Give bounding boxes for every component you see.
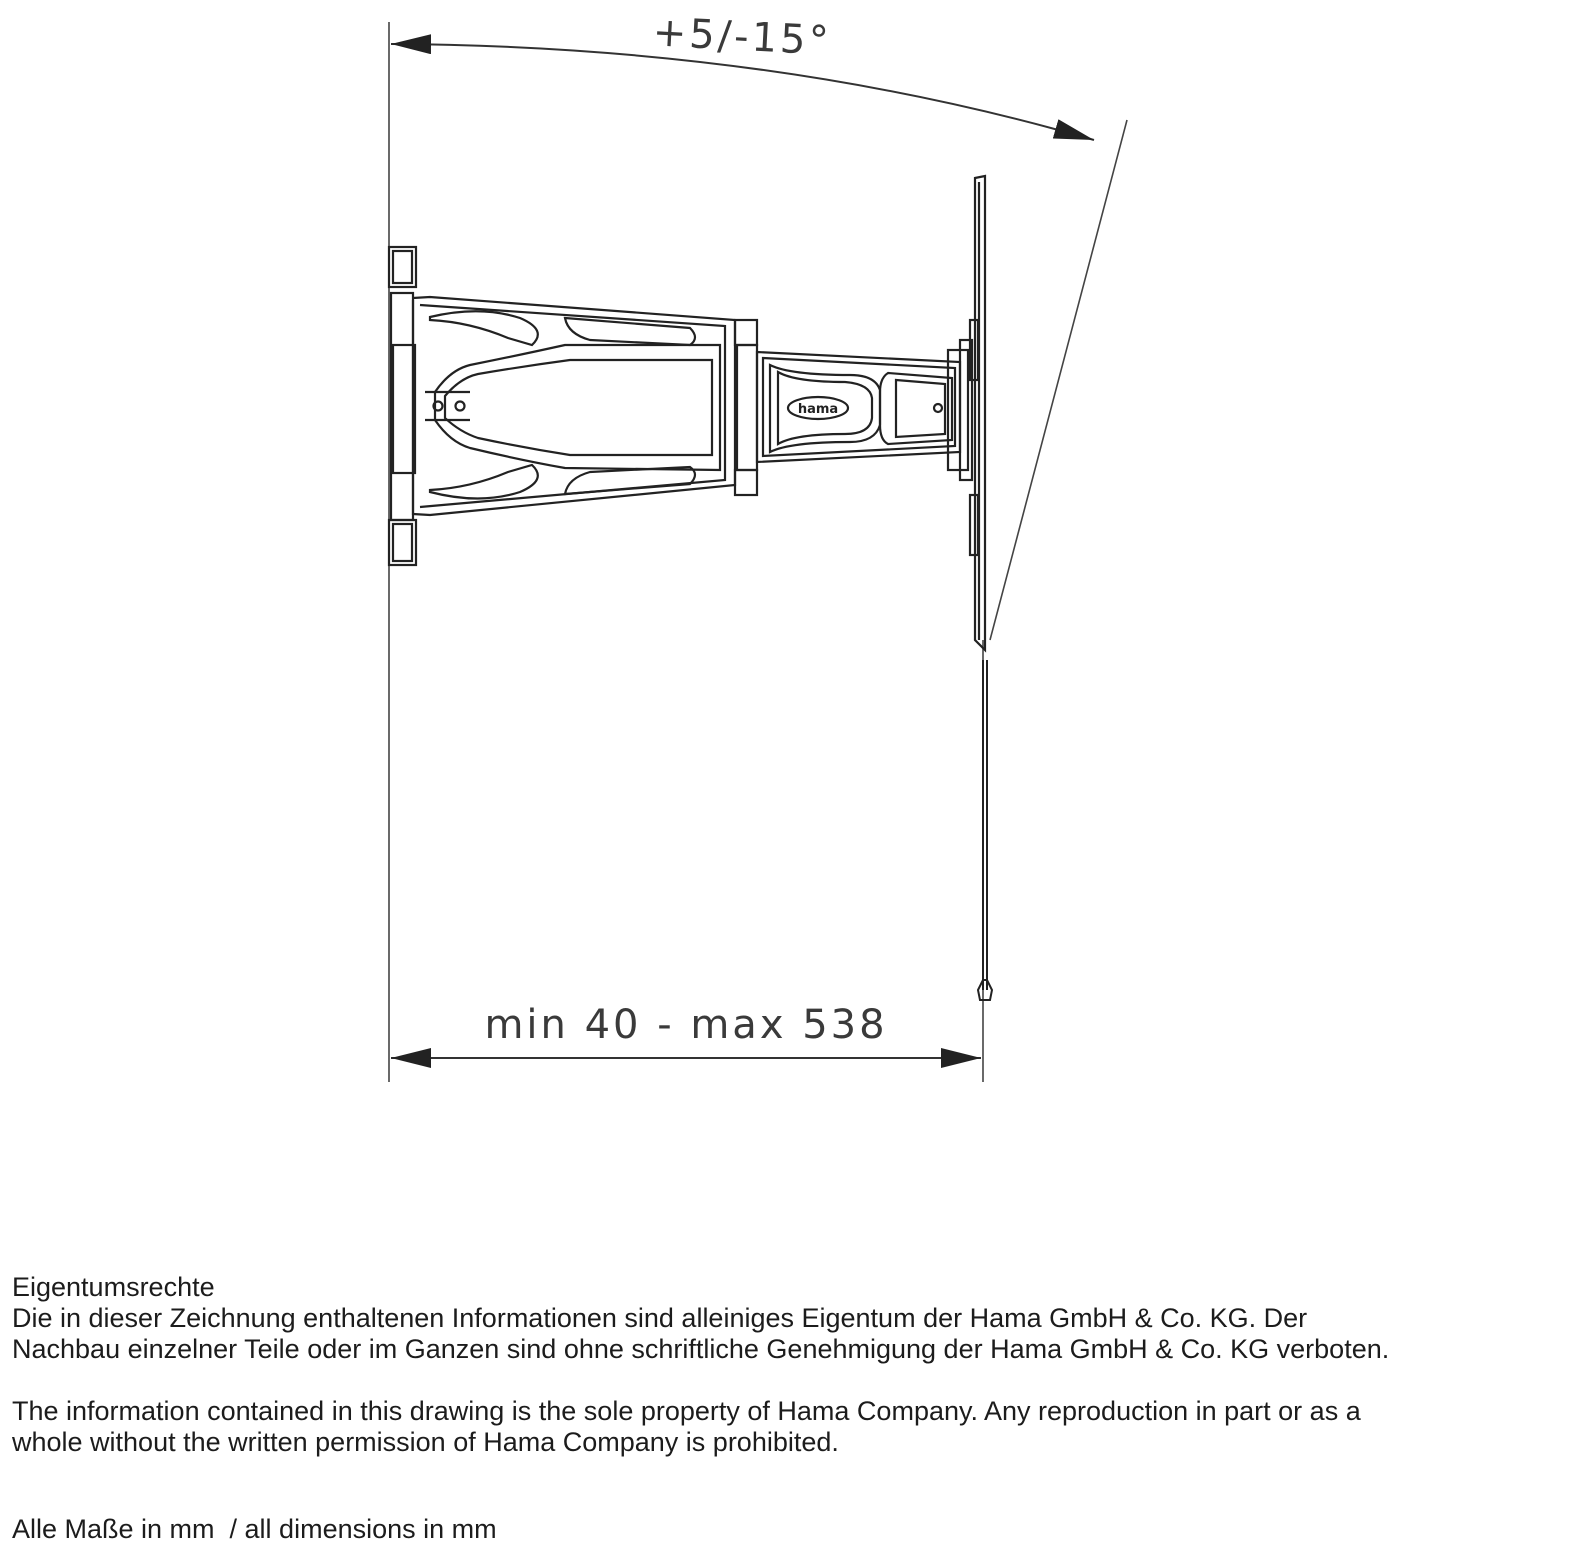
vesa-plate	[948, 176, 985, 650]
first-arm	[413, 297, 757, 515]
hama-logo-text: hama	[797, 402, 839, 417]
screen-outline	[978, 660, 992, 1000]
notes-english-line-2: whole without the written permission of Hama Company is prohibited.	[12, 1427, 839, 1457]
notes-german-line-2: Nachbau einzelner Teile oder im Ganzen sind ohne schriftliche Genehmigung der Hama GmbH & Co. KG verboten.	[12, 1334, 1390, 1364]
tilt-dimension-label: +5/-15°	[651, 9, 833, 65]
depth-dimension-label: min 40 - max 538	[484, 1002, 888, 1048]
notes-english-line-1: The information contained in this drawing is the sole property of Hama Company. Any reproduction in part or as a	[12, 1396, 1361, 1426]
extension-lines	[389, 22, 1127, 1082]
tilt-reference-line	[990, 120, 1127, 640]
copyright-notes	[12, 1272, 1592, 1545]
notes-heading: Eigentumsrechte	[12, 1272, 215, 1302]
wall-plate	[389, 247, 416, 565]
second-arm	[757, 352, 960, 462]
dimensions-unit-note: Alle Maße in mm / all dimensions in mm	[12, 1514, 497, 1544]
notes-german-line-1: Die in dieser Zeichnung enthaltenen Informationen sind alleiniges Eigentum der Hama GmbH & Co. KG. Der	[12, 1303, 1308, 1333]
